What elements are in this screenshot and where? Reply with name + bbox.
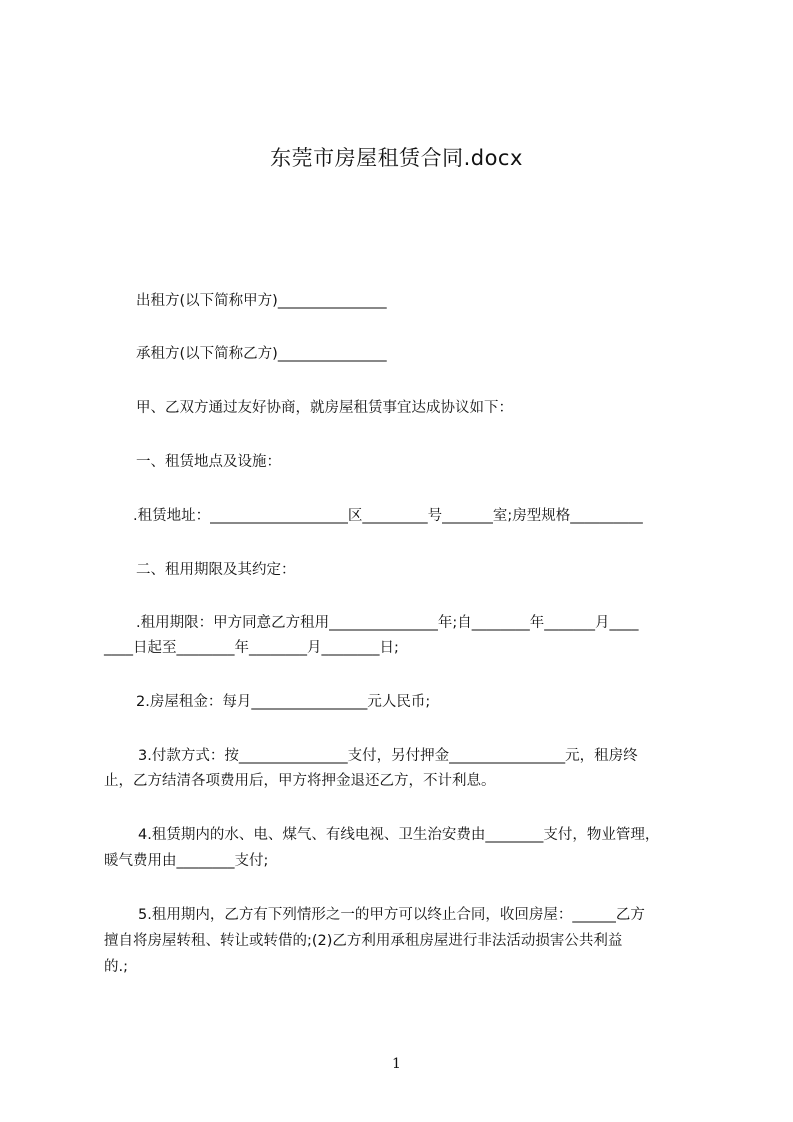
- lessee-line: 承租方(以下简称乙方)_______________: [136, 346, 387, 362]
- utilities-line-2: 暖气费用由________支付;: [104, 853, 269, 869]
- payment-line-1: 3.付款方式：按_______________支付，另付押金________________元，租房终: [138, 748, 638, 764]
- section-heading-term: 二、租用期限及其约定：: [136, 562, 296, 578]
- page-number: 1: [392, 1056, 401, 1072]
- document-title: 东莞市房屋租赁合同.docx: [270, 146, 523, 170]
- lease-address-line: .租赁地址：___________________区_________号_______室;房型规格__________: [133, 508, 643, 524]
- agreement-intro: 甲、乙双方通过友好协商，就房屋租赁事宜达成协议如下：: [136, 400, 513, 416]
- rent-line: 2.房屋租金：每月________________元人民币;: [136, 694, 431, 710]
- utilities-line-1: 4.租赁期内的水、电、煤气、有线电视、卫生治安费由________支付，物业管理，: [138, 827, 660, 843]
- lease-term-line-2: ____日起至________年________月________日;: [104, 640, 399, 656]
- termination-line-3: 的.;: [104, 959, 128, 975]
- section-heading-location: 一、租赁地点及设施：: [136, 454, 281, 470]
- termination-line-2: 擅自将房屋转租、转让或转借的;(2)乙方利用承租房屋进行非法活动损害公共利益: [104, 933, 623, 949]
- payment-line-2: 止，乙方结清各项费用后，甲方将押金退还乙方，不计利息。: [104, 773, 496, 789]
- lessor-line: 出租方(以下简称甲方)_______________: [136, 293, 387, 309]
- termination-line-1: 5.租用期内，乙方有下列情形之一的甲方可以终止合同，收回房屋：______乙方: [138, 907, 645, 923]
- lease-term-line-1: .租用期限：甲方同意乙方租用_______________年;自________年_______月____: [136, 615, 639, 631]
